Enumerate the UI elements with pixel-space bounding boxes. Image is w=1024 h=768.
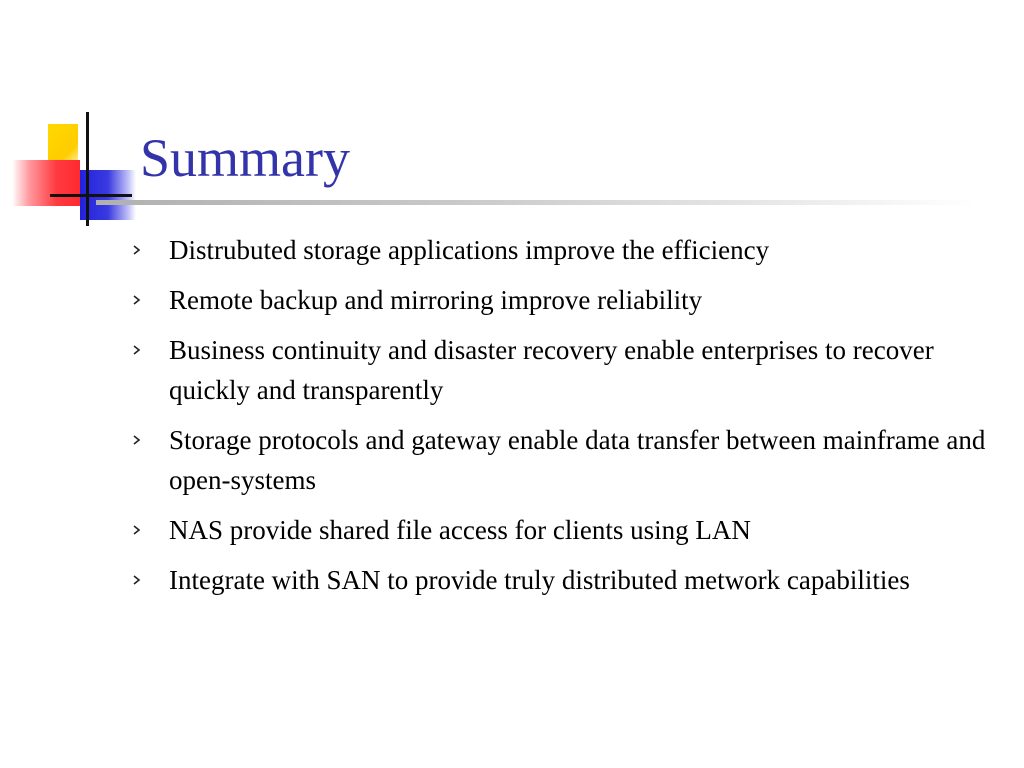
arrow-bullet-icon xyxy=(132,420,146,460)
arrow-bullet-icon xyxy=(132,510,146,550)
bullet-text: NAS provide shared file access for clients using LAN xyxy=(169,515,751,545)
slide-title: Summary xyxy=(140,128,350,188)
bullet-item xyxy=(132,420,1002,500)
bullet-item xyxy=(132,280,1002,320)
bullet-list xyxy=(132,230,1002,610)
bullet-text: Remote backup and mirroring improve reliability xyxy=(169,285,703,315)
logo-yellow-square xyxy=(48,124,78,164)
bullet-item xyxy=(132,510,1002,550)
bullet-text: Integrate with SAN to provide truly distributed metwork capabilities xyxy=(169,565,910,595)
title-divider xyxy=(96,200,976,205)
logo-red-square xyxy=(12,160,80,206)
bullet-item xyxy=(132,230,1002,270)
bullet-text: Storage protocols and gateway enable data transfer between mainframe and open-systems xyxy=(169,425,986,495)
arrow-bullet-icon xyxy=(132,230,146,270)
bullet-text: Distrubuted storage applications improve the efficiency xyxy=(169,235,770,265)
bullet-item xyxy=(132,560,1002,600)
bullet-text: Business continuity and disaster recovery enable enterprises to recover quickly and transparently xyxy=(169,335,934,405)
arrow-bullet-icon xyxy=(132,560,146,600)
logo-vertical-line xyxy=(86,112,89,226)
bullet-item xyxy=(132,330,1002,410)
arrow-bullet-icon xyxy=(132,330,146,370)
logo-horizontal-line xyxy=(50,194,132,197)
arrow-bullet-icon xyxy=(132,280,146,320)
